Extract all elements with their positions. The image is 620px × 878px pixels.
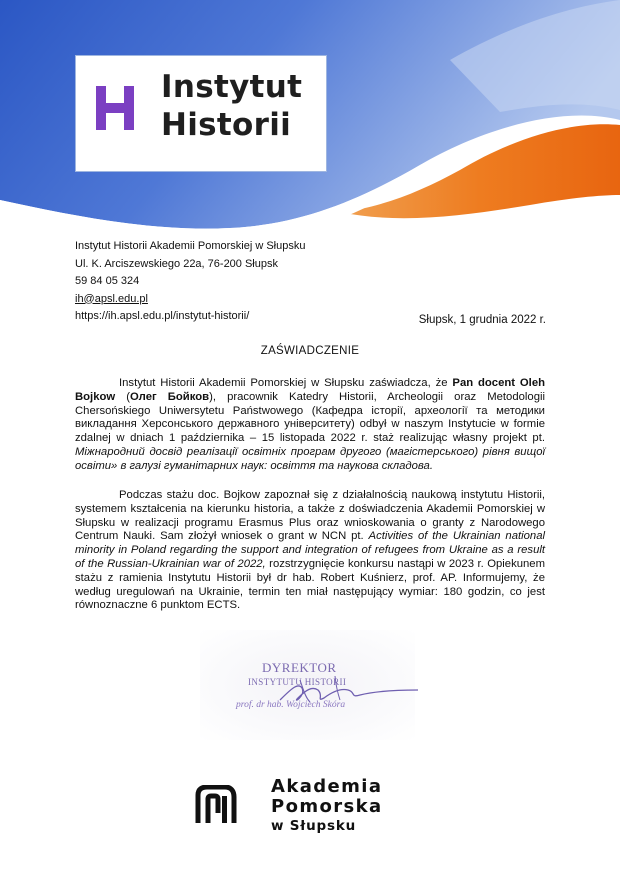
director-stamp [200, 630, 415, 740]
document-date: Słupsk, 1 grudnia 2022 r. [418, 314, 546, 326]
address-phone: 59 84 05 324 [75, 275, 140, 287]
institute-logo [75, 55, 327, 172]
p1-text-c: ( [115, 390, 131, 403]
p1-project-title-italic: Міжнародний досвід реалізації освітніх програм другого (магістерського) рівня вищої освіти» в галузі гуманітарних наук: освіття та наукова складова. [75, 445, 545, 472]
logo-line1: Instytut [161, 69, 303, 105]
p1-text-a: Instytut Historii Akademii Pomorskiej w Słupsku zaświadcza, że [119, 377, 453, 389]
address-line2: Ul. K. Arciszewskiego 22a, 76-200 Słupsk [75, 257, 278, 270]
p2-text-a: Podczas stażu doc. Bojkow zapoznał się z działalnością naukową instytutu Historii, systemem kształcenia na kierunku historia, a także z doświadczenia Akademii Pomorskiej w Słupsku w realizacji programu Erasmus Plus oraz wnioskowania o granty z Narodowego Centrum Nauki. Sam złożył wniosek o grant w NCN pt. [75, 489, 545, 543]
stamp-institute-label: INSTYTUTU HISTORII [248, 677, 347, 687]
university-logo-text [271, 777, 383, 836]
paragraph-2 [75, 489, 545, 613]
document-title: ZAŚWIADCZENIE [260, 345, 360, 357]
stamp-director-label: DYREKTOR [262, 660, 337, 675]
footer-line3: w Słupsku [271, 818, 357, 834]
p2-text-c: rozstrzygnięcie konkursu nastąpi w 2023 r. Opiekunem stażu z ramienia Instytutu Historii był dr hab. Robert Kuśnierz, prof. AP. Informujemy, że według uregulowań na Ukrainie, termin ten miał następujący wymiar: 180 godzin, co jest równoznaczne 6 punktom ECTS. [75, 557, 545, 612]
p1-text-e: ), pracownik Katedry Historii, Archeologii oraz Metodologii Chersońskiego Uniwersytetu Państwowego (Кафедра історії, археології та методики викладання Херсонського державного університету) odbył w naszym Instytucie w formie zdalnej w dniach 1 października – 15 listopada 2022 r. staż realizując własny projekt pt. [75, 390, 545, 445]
p1-name-cyrillic-bold: Олег Бойков [130, 390, 210, 403]
footer-line2: Pomorska [271, 796, 383, 817]
institute-h-logo-icon [96, 86, 134, 130]
university-logo-icon [195, 785, 237, 825]
paragraph-1 [75, 377, 545, 474]
institute-logo-text [161, 68, 302, 144]
address-block [75, 238, 305, 326]
logo-line2: Historii [161, 107, 292, 143]
footer-line1: Akademia [271, 776, 383, 797]
p1-name-bold: Pan docent Oleh Bojkow [75, 377, 545, 403]
address-line1: Instytut Historii Akademii Pomorskiej w Słupsku [75, 240, 306, 252]
university-logo [195, 775, 435, 845]
address-email-link[interactable]: ih@apsl.edu.pl [75, 292, 148, 305]
address-url: https://ih.apsl.edu.pl/instytut-historii/ [75, 310, 250, 322]
stamp-signatory-name: prof. dr hab. Wojciech Skóra [236, 700, 346, 710]
p2-grant-title-italic: Activities of the Ukrainian national minority in Poland regarding the support and integration of refugees from Ukraine as a result of the Russian-Ukrainian war of 2022, [75, 530, 545, 570]
